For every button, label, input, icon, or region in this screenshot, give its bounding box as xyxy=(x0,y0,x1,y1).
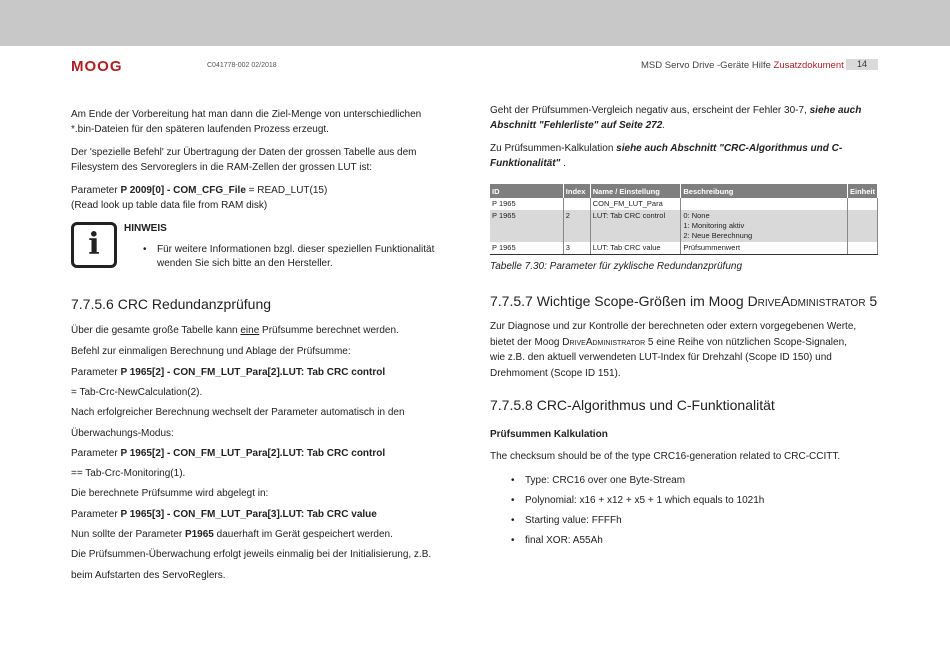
list-item: • Type: CRC16 over one Byte-Stream xyxy=(511,471,764,491)
table-cell: 2 xyxy=(563,210,590,242)
table-cell xyxy=(563,198,590,210)
document-id: C041778-002 02/2018 xyxy=(207,62,277,69)
hinweis-item: • Für weitere Informationen bzgl. dieser speziellen Funktionalität wenden Sie sich bitte an den Hersteller. xyxy=(143,243,434,271)
table-cell: Prüfsummenwert xyxy=(681,242,848,255)
sub-heading: Prüfsummen Kalkulation xyxy=(490,429,608,440)
parameter-line: Parameter P 2009[0] - COM_CFG_File = READ_LUT(15) xyxy=(71,185,328,196)
column-header: ID xyxy=(490,184,563,198)
paragraph-line: Die berechnete Prüfsumme wird abgelegt in: xyxy=(71,488,269,499)
moog-logo: MOOG xyxy=(71,58,123,75)
table-cell: CON_FM_LUT_Para xyxy=(590,198,681,210)
cell-line: 1: Monitoring aktiv xyxy=(683,221,745,230)
paragraph-line: = Tab-Crc-NewCalculation(2). xyxy=(71,387,203,398)
page-number: 14 xyxy=(846,59,878,70)
parameter-line: Parameter P 1965[2] - CON_FM_LUT_Para[2].LUT: Tab CRC control xyxy=(71,448,386,459)
paragraph-line: Zu Prüfsummen-Kalkulation siehe auch Abschnitt "CRC-Algorithmus und C- xyxy=(490,143,843,154)
hinweis-title: HINWEIS xyxy=(124,223,167,234)
table-cell xyxy=(847,210,877,242)
column-header: Beschreibung xyxy=(681,184,848,198)
section-heading: 7.7.5.8 CRC-Algorithmus und C-Funktionalität xyxy=(490,397,775,413)
table-cell xyxy=(847,242,877,255)
paragraph-line: Funktionalität" . xyxy=(490,158,566,169)
table-cell: P 1965 xyxy=(490,242,563,255)
table-caption: Tabelle 7.30: Parameter für zyklische Redundanzprüfung xyxy=(490,261,743,272)
table-cell: P 1965 xyxy=(490,210,563,242)
table-cell: LUT: Tab CRC value xyxy=(590,242,681,255)
section-heading: 7.7.5.6 CRC Redundanzprüfung xyxy=(71,296,272,312)
table-row xyxy=(490,198,878,210)
paragraph-line: == Tab-Crc-Monitoring(1). xyxy=(71,468,186,479)
paragraph-line: *.bin-Dateien für den späteren laufenden Prozess erzeugt. xyxy=(71,124,329,135)
parameter-line: Parameter P 1965[3] - CON_FM_LUT_Para[3].LUT: Tab CRC value xyxy=(71,509,377,520)
header-title: MSD Servo Drive -Geräte Hilfe Zusatzdokument xyxy=(641,60,844,71)
paragraph-line: The checksum should be of the type CRC16-generation related to CRC-CCITT. xyxy=(490,451,841,462)
table-cell: 3 xyxy=(563,242,590,255)
table-cell: P 1965 xyxy=(490,198,563,210)
table-cell xyxy=(681,198,848,210)
hinweis-list xyxy=(143,243,434,271)
paragraph-line: Nach erfolgreicher Berechnung wechselt der Parameter automatisch in den xyxy=(71,407,405,418)
paragraph-line: Am Ende der Vorbereitung hat man dann die Ziel-Menge von unterschiedlichen xyxy=(71,109,422,120)
paragraph-line: Nun sollte der Parameter P1965 dauerhaft im Gerät gespeichert werden. xyxy=(71,529,393,540)
table-row xyxy=(490,210,878,242)
paragraph-line: Befehl zur einmaligen Berechnung und Ablage der Prüfsumme: xyxy=(71,346,351,357)
table-row xyxy=(490,242,878,255)
paragraph-line: wie z.B. den aktuell verwendeten LUT-Index für Drehzahl (Scope ID 150) und xyxy=(490,352,832,363)
table-cell xyxy=(681,210,848,242)
info-icon: i xyxy=(71,222,117,268)
list-item: • Starting value: FFFFh xyxy=(511,511,764,531)
paragraph-line: Der 'spezielle Befehl' zur Übertragung der Daten der grossen Tabelle aus dem xyxy=(71,147,417,158)
table-cell: LUT: Tab CRC control xyxy=(590,210,681,242)
table-cell xyxy=(847,198,877,210)
parameter-table xyxy=(490,184,878,255)
paragraph-line: Die Prüfsummen-Überwachung erfolgt jeweils einmalig bei der Initialisierung, z.B. xyxy=(71,549,432,560)
table-header-row xyxy=(490,184,878,198)
paragraph-line: Zur Diagnose und zur Kontrolle der berechneten oder extern vorgegebenen Werte, xyxy=(490,321,857,332)
paragraph-line: Drehmoment (Scope ID 151). xyxy=(490,368,621,379)
viewer-top-bar xyxy=(0,0,950,46)
paragraph-line: Über die gesamte große Tabelle kann eine Prüfsumme berechnet werden. xyxy=(71,325,399,336)
column-header: Einheit xyxy=(847,184,877,198)
section-heading: 7.7.5.7 Wichtige Scope-Größen im Moog DriveAdministrator 5 xyxy=(490,293,878,309)
paragraph-line: beim Aufstarten des ServoReglers. xyxy=(71,570,226,581)
paragraph-line: Abschnitt "Fehlerliste" auf Seite 272. xyxy=(490,120,666,131)
paragraph-line: bietet der Moog DriveAdministrator 5 eine Reihe von nützlichen Scope-Signalen, xyxy=(490,337,847,348)
cell-line: 2: Neue Berechnung xyxy=(683,231,753,240)
paragraph-line: (Read look up table data file from RAM disk) xyxy=(71,200,268,211)
column-header: Index xyxy=(563,184,590,198)
paragraph-line: Überwachungs-Modus: xyxy=(71,428,174,439)
parameter-line: Parameter P 1965[2] - CON_FM_LUT_Para[2].LUT: Tab CRC control xyxy=(71,367,386,378)
document-page xyxy=(0,46,950,672)
list-item: • final XOR: A55Ah xyxy=(511,531,764,551)
list-item: • Polynomial: x16 + x12 + x5 + 1 which equals to 1021h xyxy=(511,491,764,511)
paragraph-line: Filesystem des Servoreglers in die RAM-Zellen der grossen LUT ist: xyxy=(71,162,373,173)
cell-line: 0: None xyxy=(683,211,710,220)
column-header: Name / Einstellung xyxy=(590,184,681,198)
crc-bullet-list xyxy=(511,471,764,551)
paragraph-line: Geht der Prüfsummen-Vergleich negativ aus, erscheint der Fehler 30-7, siehe auch xyxy=(490,105,862,116)
